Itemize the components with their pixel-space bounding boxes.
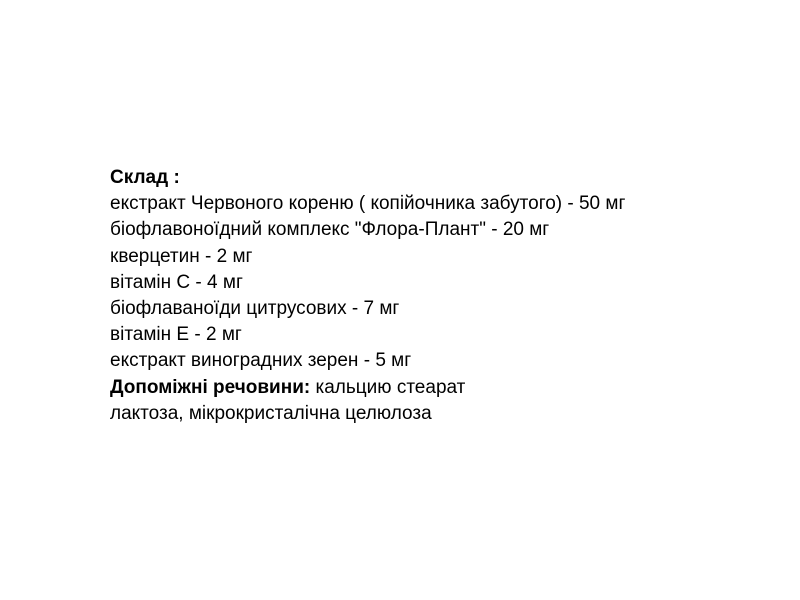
excipients-line <box>110 375 770 401</box>
ingredient-line: біофлаваноїди цитрусових - 7 мг <box>110 298 400 320</box>
ingredient-line: вітамін С - 4 мг <box>110 271 243 293</box>
ingredient-line: екстракт виноградних зерен - 5 мг <box>110 350 412 372</box>
excipients-second-line: лактоза, мікрокристалічна целюлоза <box>110 402 432 424</box>
excipients-label: Допоміжні речовини: <box>110 376 311 398</box>
composition-block <box>110 165 770 427</box>
ingredient-line: вітамін Е - 2 мг <box>110 324 242 346</box>
composition-title: Склад : <box>110 167 180 188</box>
ingredient-line: біофлавоноїдний комплекс "Флора-Плант" - 20 мг <box>110 219 550 241</box>
ingredient-line: кверцетин - 2 мг <box>110 245 253 267</box>
ingredient-line: екстракт Червоного кореню ( копійочника забутого) - 50 мг <box>110 193 626 215</box>
excipients-first: кальцию стеарат <box>310 376 466 398</box>
